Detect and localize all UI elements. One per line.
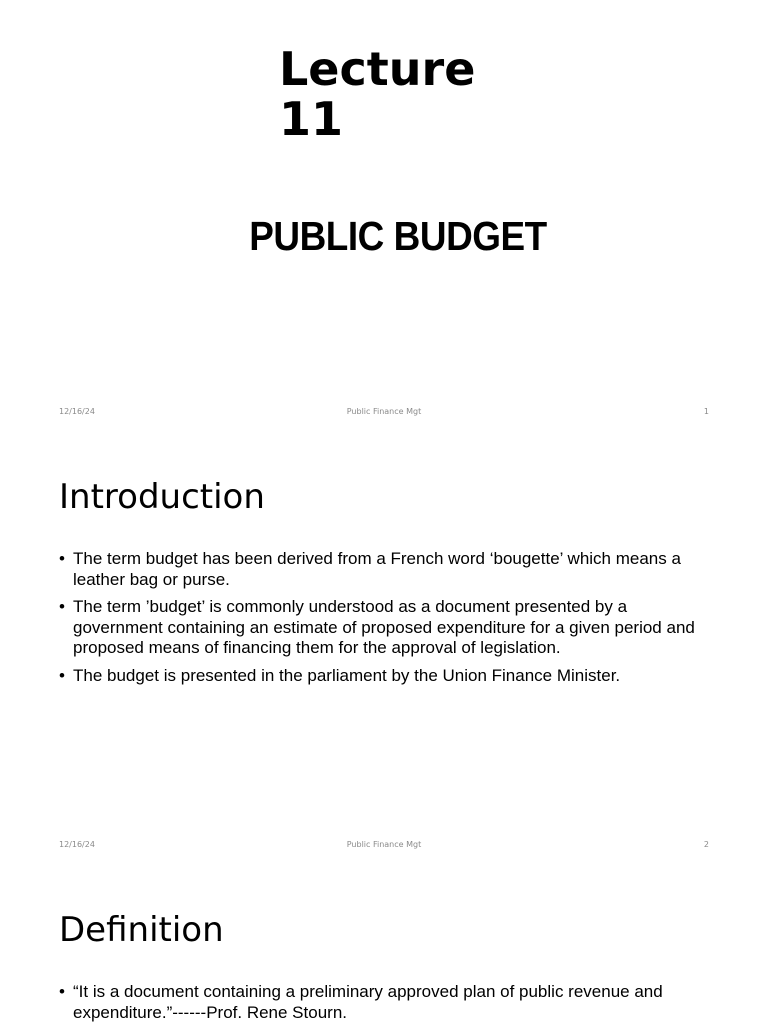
bullet-icon: • (59, 549, 65, 568)
slide-heading: Definition (59, 910, 224, 950)
bullet-text: The budget is presented in the parliament by the Union Finance Minister. (73, 665, 621, 685)
bullet-list (59, 549, 719, 693)
bullet-text: “It is a document containing a preliminary approved plan of public revenue and expenditure.”------Prof. Rene Stourn. (73, 982, 663, 1022)
bullet-item (59, 549, 719, 590)
footer-page-number: 2 (703, 840, 709, 849)
lecture-subtitle: PUBLIC BUDGET (249, 213, 547, 259)
footer-date: 12/16/24 (59, 407, 95, 416)
slide-1 (0, 0, 768, 433)
bullet-list (59, 982, 719, 1024)
slide-footer (0, 840, 768, 854)
bullet-icon: • (59, 982, 65, 1001)
footer-title: Public Finance Mgt (346, 407, 422, 416)
slide-2 (0, 433, 768, 866)
bullet-item (59, 597, 719, 659)
bullet-item (59, 666, 719, 687)
bullet-text: The term budget has been derived from a French word ‘bougette’ which means a leather bag or purse. (73, 549, 681, 589)
slide-3 (0, 866, 768, 1024)
slide-heading: Introduction (59, 477, 265, 517)
bullet-text: The term ’budget’ is commonly understood as a document presented by a government containing an estimate of proposed expenditure for a given period and proposed means of financing them for the approval of legislation. (73, 597, 695, 657)
bullet-icon: • (59, 597, 65, 616)
footer-date: 12/16/24 (59, 840, 95, 849)
bullet-item (59, 982, 719, 1023)
footer-page-number: 1 (703, 407, 709, 416)
footer-title: Public Finance Mgt (346, 840, 422, 849)
slide-footer (0, 407, 768, 421)
bullet-icon: • (59, 665, 65, 685)
lecture-title: Lecture 11 (279, 42, 476, 146)
